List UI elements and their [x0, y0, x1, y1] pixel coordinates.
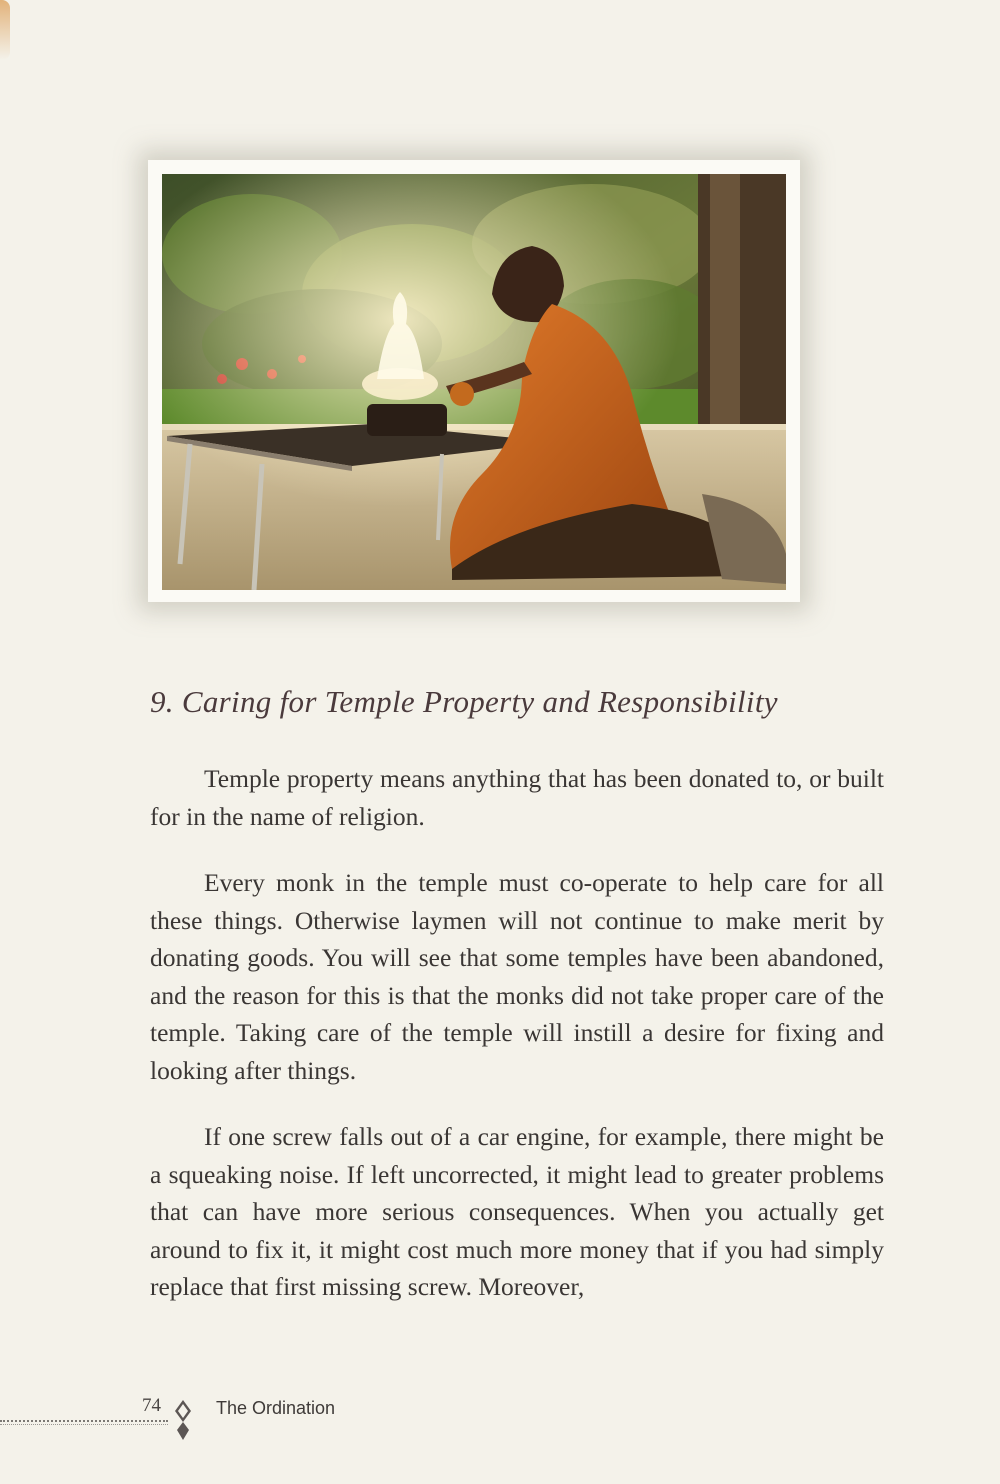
photo-frame	[148, 160, 800, 602]
page-footer	[0, 1392, 600, 1442]
diamond-ornament-icon	[174, 1400, 192, 1445]
paragraph-1: Temple property means anything that has been donated to, or built for in the name of religion.	[150, 764, 884, 831]
monk-photo	[162, 174, 786, 590]
page-edge	[0, 0, 10, 60]
monk-photo-illustration	[162, 174, 786, 590]
page-number: 74	[142, 1395, 161, 1416]
paragraph-2: Every monk in the temple must co-operate to help care for all these things. Otherwise laymen will not continue to make merit by donating goods. You will see that some temples have been abandoned, and the reason for this is that the monks did not take proper care of the temple. Taking care of the temple will instill a desire for fixing and looking after things.	[150, 868, 884, 1085]
chapter-name: The Ordination	[216, 1398, 336, 1418]
footer-rule-secondary	[0, 1424, 168, 1425]
footer-rule	[0, 1420, 168, 1422]
section-heading: 9. Caring for Temple Property and Responsibility	[150, 684, 778, 719]
paragraph-3: If one screw falls out of a car engine, for example, there might be a squeaking noise. If left uncorrected, it might lead to greater problems that can have more serious consequences. When you actually get around to fix it, it might cost much more money that if you had simply replace that first missing screw. Moreover,	[150, 1122, 884, 1301]
